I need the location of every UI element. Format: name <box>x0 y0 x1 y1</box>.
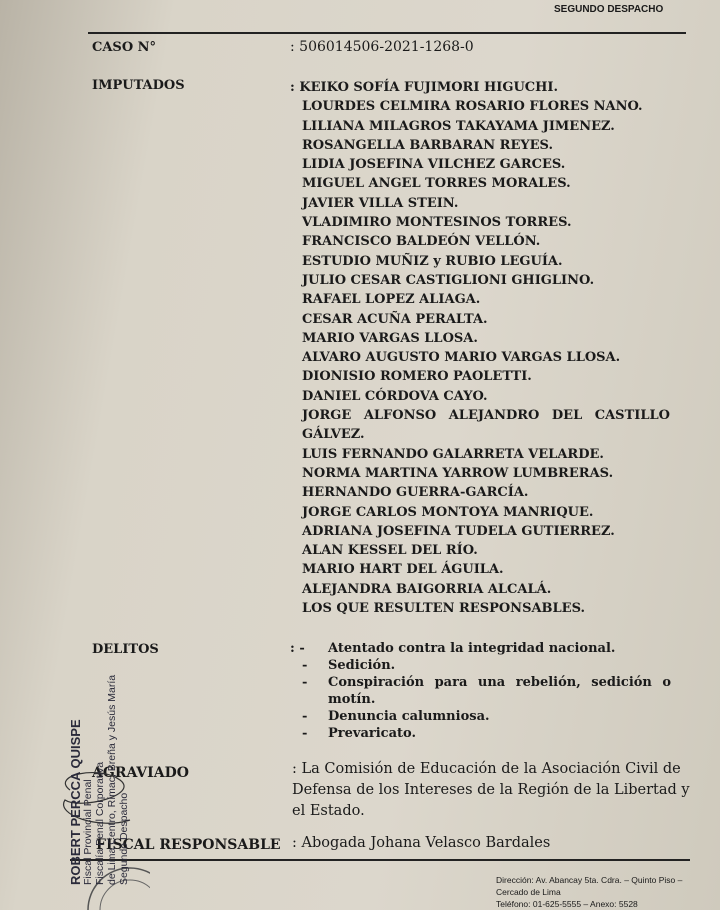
imputado-name: LOS QUE RESULTEN RESPONSABLES. <box>302 601 586 617</box>
case-number: : 506014506-2021-1268-0 <box>290 39 474 55</box>
delitos-list <box>290 640 690 742</box>
imputado-name: GÁLVEZ. <box>302 427 365 443</box>
top-rule <box>88 32 686 34</box>
imputado-name: VLADIMIRO MONTESINOS TORRES. <box>302 215 572 231</box>
fiscal-label: FISCAL RESPONSABLE <box>96 837 281 853</box>
fiscal-value: : Abogada Johana Velasco Bardales <box>292 835 551 851</box>
imputado-name: LILIANA MILAGROS TAKAYAMA JIMENEZ. <box>302 118 615 134</box>
footer-district: Cercado de Lima <box>496 887 561 897</box>
imputado-name: FRANCISCO BALDEÓN VELLÓN. <box>302 234 541 250</box>
imputado-name: RAFAEL LOPEZ ALIAGA. <box>302 292 481 308</box>
delito-bullet: : - <box>290 641 305 656</box>
imputados-label: IMPUTADOS <box>92 78 185 93</box>
fiscal-stamp: ROBERT PERCCA QUISPE Fiscal Provincial Penal Fiscalía Penal Corporativa de Lima Centro, Rímac, Breña y Jesús María Segundo Despacho <box>68 674 130 885</box>
delitos-label: DELITOS <box>92 642 159 657</box>
imputado-name: ALEJANDRA BAIGORRIA ALCALÁ. <box>302 581 552 597</box>
imputado-name: LOURDES CELMIRA ROSARIO FLORES NANO. <box>302 99 643 115</box>
delito-item <box>290 640 690 657</box>
delito-bullet: - <box>302 726 308 741</box>
delito-bullet: - <box>302 675 308 690</box>
imputado-name: DANIEL CÓRDOVA CAYO. <box>302 388 488 404</box>
imputado-name: MARIO VARGAS LLOSA. <box>302 330 478 346</box>
imputado-name: ALAN KESSEL DEL RÍO. <box>302 543 478 559</box>
delito-item <box>290 674 690 708</box>
imputado-name: ESTUDIO MUÑIZ y RUBIO LEGUÍA. <box>302 253 563 269</box>
imputado-name: JORGE CARLOS MONTOYA MANRIQUE. <box>302 504 594 520</box>
imputado-name: DIONISIO ROMERO PAOLETTI. <box>302 369 532 385</box>
delito-item <box>290 657 690 674</box>
case-label: CASO N° <box>92 40 157 55</box>
delito-bullet: - <box>302 658 308 673</box>
bottom-rule <box>70 859 690 861</box>
imputado-name: JORGE ALFONSO ALEJANDRO DEL CASTILLO <box>302 408 670 424</box>
imputado-name: LUIS FERNANDO GALARRETA VELARDE. <box>302 446 604 462</box>
delito-text: Denuncia calumniosa. <box>328 709 490 724</box>
delito-text: Conspiración para una rebelión, sedición o motín. <box>328 675 672 707</box>
imputado-name: CESAR ACUÑA PERALTA. <box>302 311 488 327</box>
imputado-name: MIGUEL ANGEL TORRES MORALES. <box>302 176 571 192</box>
imputado-name: JULIO CESAR CASTIGLIONI GHIGLINO. <box>302 272 595 288</box>
delito-item <box>290 725 690 742</box>
imputado-name: MARIO HART DEL ÁGUILA. <box>302 562 504 578</box>
agraviado-label: AGRAVIADO <box>92 765 189 781</box>
imputado-name: JAVIER VILLA STEIN. <box>302 195 459 211</box>
delito-text: Prevaricato. <box>328 726 416 741</box>
imputado-name: NORMA MARTINA YARROW LUMBRERAS. <box>302 465 614 481</box>
imputados-list <box>290 78 670 618</box>
imputado-name: LIDIA JOSEFINA VILCHEZ GARCES. <box>302 157 566 173</box>
delito-item <box>290 708 690 725</box>
office-header: SEGUNDO DESPACHO <box>554 4 664 15</box>
imputado-name: HERNANDO GUERRA-GARCÍA. <box>302 485 529 501</box>
imputado-name: ROSANGELLA BARBARAN REYES. <box>302 137 553 153</box>
delito-bullet: - <box>302 709 308 724</box>
imputado-name: : KEIKO SOFÍA FUJIMORI HIGUCHI. <box>290 80 559 95</box>
delito-text: Atentado contra la integridad nacional. <box>328 641 616 656</box>
imputado-name: ALVARO AUGUSTO MARIO VARGAS LLOSA. <box>302 350 621 366</box>
footer-address: Dirección: Av. Abancay 5ta. Cdra. – Quinto Piso – <box>496 875 683 885</box>
footer-contact <box>496 874 682 910</box>
agraviado-value: : La Comisión de Educación de la Asociación Civil de Defensa de los Intereses de la Región de la Libertad y el Estado. <box>292 761 690 819</box>
footer-phone: Teléfono: 01-625-5555 – Anexo: 5528 <box>496 899 638 909</box>
delito-text: Sedición. <box>328 658 396 673</box>
imputado-name: ADRIANA JOSEFINA TUDELA GUTIERREZ. <box>302 523 615 539</box>
